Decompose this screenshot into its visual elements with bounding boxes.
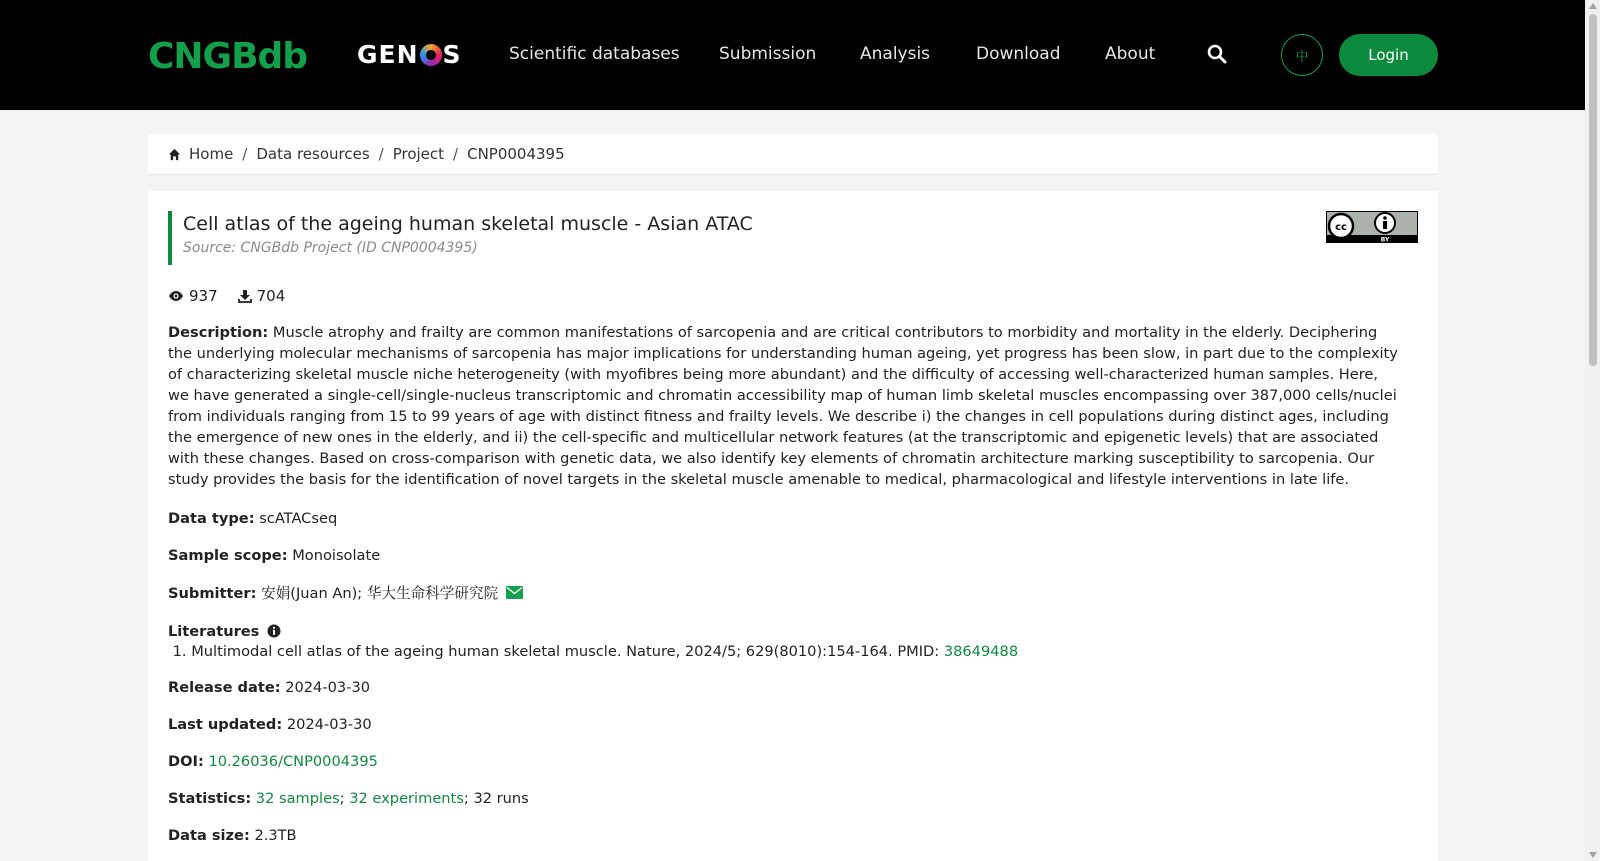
literature-item-text: Multimodal cell atlas of the ageing human skeletal muscle. Nature, 2024/5; 629(8010):154-164. PMID: — [191, 643, 940, 660]
sample-scope-label: Sample scope: — [168, 547, 288, 564]
project-detail-card — [148, 191, 1438, 861]
breadcrumb-separator: / — [242, 145, 248, 163]
view-count: 937 — [189, 287, 218, 305]
last-updated-value: 2024-03-30 — [286, 716, 372, 733]
literature-list — [168, 641, 1018, 662]
description-label: Description: — [168, 324, 269, 341]
sample-scope-value: Monoisolate — [292, 547, 381, 564]
breadcrumb-separator: / — [453, 145, 459, 163]
statistics-field: Statistics: 32 samples; 32 experiments; 32 runs — [168, 790, 529, 807]
project-source: Source: CNGBdb Project (ID CNP0004395) — [183, 240, 478, 256]
doi-link[interactable]: 10.26036/CNP0004395 — [208, 753, 378, 770]
data-type-field — [168, 508, 337, 529]
data-size-field — [168, 825, 297, 846]
home-icon — [168, 148, 181, 161]
description-text: Muscle atrophy and frailty are common manifestations of sarcopenia and are critical contributors to morbidity and mortality in the elderly. Deciphering the underlying molecular mechanisms of sarcopenia has major implications for understanding human ageing, yet progress has been slow, in part due to the complexity of characterizing skeletal muscle niche heterogeneity (with myofibres being more abundant) and the difficulty of accessing well-characterized human samples. Here, we have generated a single-cell/single-nucleus transcriptomic and chromatin accessibility map of human limb skeletal muscles encompassing over 387,000 cells/nuclei from individuals ranging from 15 to 99 years of age with distinct fitness and frailty levels. We describe i) the changes in cell populations during distinct ages, including the emergence of new ones in the elderly, and ii) the cell-specific and multicellular network features (at the transcriptomic and epigenetic levels) that are associated with these changes. Based on cross-comparison with genetic data, we also identify key elements of chromatin architecture marking susceptibility to sarcopenia. Our study provides the basis for the identification of novel targets in the skeletal muscle amenable to medical, pharmacological and lifestyle interventions in late life. — [168, 324, 1398, 488]
samples-link[interactable]: 32 samples — [255, 790, 340, 807]
svg-text:BY: BY — [1380, 236, 1390, 243]
genos-logo[interactable] — [357, 40, 462, 69]
nav-about[interactable]: About — [1105, 44, 1156, 64]
doi-field — [168, 751, 378, 772]
nav-scientific-databases[interactable]: Scientific databases — [509, 44, 680, 64]
svg-text:cc: cc — [1335, 222, 1347, 233]
top-navbar — [0, 0, 1585, 110]
runs-value: 32 runs — [473, 790, 529, 807]
breadcrumb — [148, 134, 1438, 175]
last-updated-label: Last updated: — [168, 716, 283, 733]
nav-submission[interactable]: Submission — [719, 44, 817, 64]
submitter-value: 安娟(Juan An); 华大生命科学研究院 — [261, 585, 499, 602]
data-size-value: 2.3TB — [254, 827, 297, 844]
genos-logo-text-post: S — [442, 40, 462, 69]
experiments-link[interactable]: 32 experiments — [349, 790, 464, 807]
project-stats — [168, 287, 285, 305]
info-icon[interactable] — [267, 624, 281, 638]
scroll-down-arrow-icon[interactable] — [1589, 852, 1597, 858]
envelope-icon[interactable] — [506, 586, 523, 599]
scroll-up-arrow-icon[interactable] — [1589, 3, 1597, 9]
statistics-label: Statistics: — [168, 790, 252, 807]
scrollbar-thumb[interactable] — [1589, 14, 1597, 366]
pmid-link[interactable]: 38649488 — [943, 643, 1019, 660]
data-size-label: Data size: — [168, 827, 250, 844]
eye-icon — [168, 290, 184, 302]
data-type-value: scATACseq — [259, 510, 338, 527]
cc-by-license-icon[interactable] — [1326, 211, 1418, 243]
literatures-label: Literatures — [168, 623, 260, 640]
breadcrumb-separator: / — [378, 145, 384, 163]
literatures-heading — [168, 621, 281, 642]
cngbdb-logo-text: CNGBdb — [148, 36, 308, 77]
nav-download[interactable]: Download — [976, 44, 1061, 64]
release-date-field — [168, 677, 370, 698]
genos-o-icon — [420, 44, 442, 66]
sample-scope-field — [168, 545, 380, 566]
doi-label: DOI: — [168, 753, 204, 770]
nav-analysis[interactable]: Analysis — [860, 44, 931, 64]
breadcrumb-home[interactable]: Home — [189, 145, 234, 163]
page-scrollbar[interactable] — [1585, 0, 1600, 861]
description-field — [168, 322, 1398, 490]
breadcrumb-data-resources[interactable]: Data resources — [256, 145, 370, 163]
download-count: 704 — [256, 287, 286, 305]
release-date-label: Release date: — [168, 679, 281, 696]
breadcrumb-project[interactable]: Project — [392, 145, 445, 163]
search-icon[interactable] — [1207, 44, 1227, 64]
submitter-field — [168, 583, 523, 604]
breadcrumb-current: CNP0004395 — [467, 145, 565, 163]
language-toggle-button[interactable]: 中 — [1281, 34, 1323, 76]
genos-logo-text-pre: GEN — [357, 40, 419, 69]
last-updated-field — [168, 714, 372, 735]
literature-item-number: 1. — [168, 643, 192, 660]
login-button[interactable]: Login — [1339, 34, 1438, 76]
submitter-label: Submitter: — [168, 585, 257, 602]
project-title: Cell atlas of the ageing human skeletal muscle - Asian ATAC — [183, 213, 753, 235]
download-icon — [238, 289, 252, 303]
release-date-value: 2024-03-30 — [285, 679, 371, 696]
cngbdb-logo[interactable] — [148, 36, 307, 77]
project-title-block — [168, 211, 753, 265]
data-type-label: Data type: — [168, 510, 255, 527]
